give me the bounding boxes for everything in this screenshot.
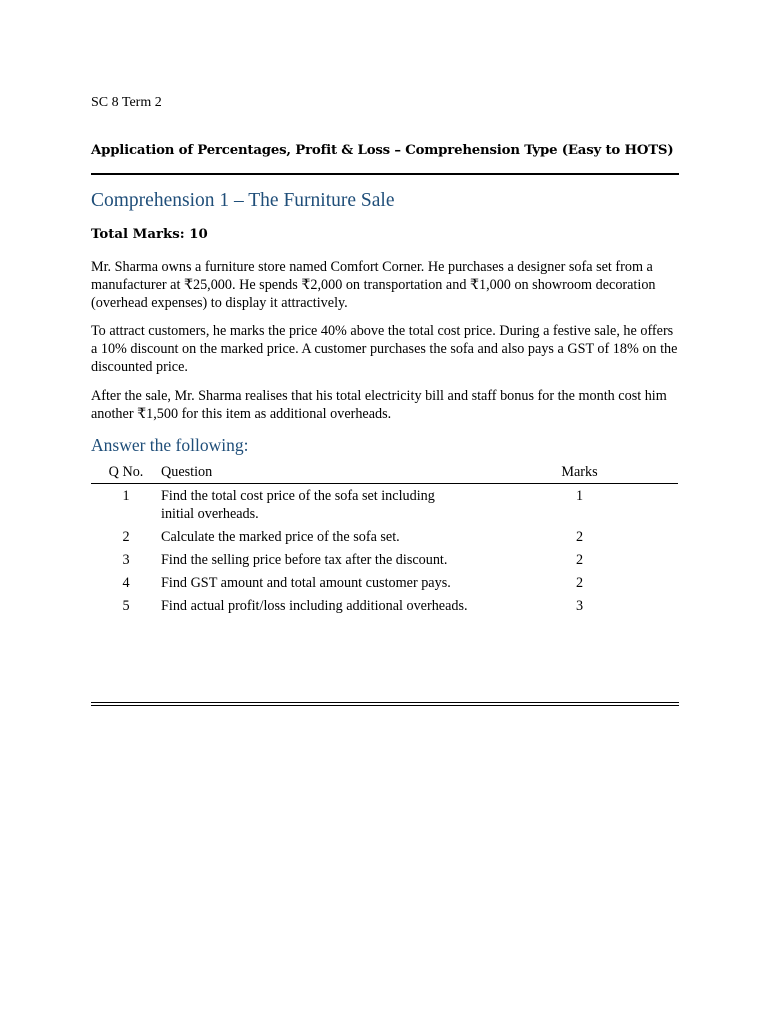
- header-marks: Marks: [481, 462, 678, 484]
- row-qno: 2: [122, 529, 130, 545]
- row-qno: 3: [122, 552, 130, 568]
- top-divider: [91, 173, 679, 175]
- row-qno: 1: [122, 488, 130, 504]
- document-subtitle: Application of Percentages, Profit & Loss – Comprehension Type (Easy to HOTS): [91, 143, 674, 158]
- row-qno: 5: [122, 598, 130, 614]
- header-qno: Q No.: [91, 462, 161, 484]
- table-header-row: [91, 462, 678, 484]
- row-marks: 3: [575, 598, 584, 614]
- row-marks: 1: [575, 488, 584, 504]
- row-question: Find the total cost price of the sofa set including initial overheads.: [161, 488, 435, 522]
- bottom-divider: [91, 702, 679, 706]
- total-marks: Total Marks: 10: [91, 227, 208, 242]
- table-row: [91, 525, 678, 548]
- answer-heading: Answer the following:: [91, 435, 249, 455]
- row-question: Find GST amount and total amount customer pays.: [161, 575, 451, 591]
- row-question: Find the selling price before tax after the discount.: [161, 552, 448, 568]
- table-row: [91, 548, 678, 571]
- paragraph-1: Mr. Sharma owns a furniture store named Comfort Corner. He purchases a designer sofa set from a manufacturer at ₹25,000. He spends ₹2,000 on transportation and ₹1,000 on showroom decoration (overhead expenses) to display it attractively.: [91, 259, 656, 311]
- row-marks: 2: [575, 575, 584, 591]
- paragraph-3: After the sale, Mr. Sharma realises that his total electricity bill and staff bonus for the month cost him another ₹1,500 for this item as additional overheads.: [91, 388, 667, 422]
- row-marks: 2: [575, 529, 584, 545]
- header-question: Question: [161, 462, 481, 484]
- row-qno: 4: [122, 575, 130, 591]
- paragraph-2: To attract customers, he marks the price 40% above the total cost price. During a festive sale, he offers a 10% discount on the marked price. A customer purchases the sofa and also pays a GST of 18% on the discounted price.: [91, 323, 678, 375]
- table-row: [91, 594, 678, 617]
- row-marks: 2: [575, 552, 584, 568]
- row-question: Calculate the marked price of the sofa set.: [161, 529, 400, 545]
- table-row: [91, 571, 678, 594]
- table-row: [91, 484, 678, 526]
- row-question: Find actual profit/loss including additional overheads.: [161, 598, 468, 614]
- questions-table: [91, 462, 678, 617]
- course-label: SC 8 Term 2: [91, 95, 162, 110]
- section-title: Comprehension 1 – The Furniture Sale: [91, 190, 395, 211]
